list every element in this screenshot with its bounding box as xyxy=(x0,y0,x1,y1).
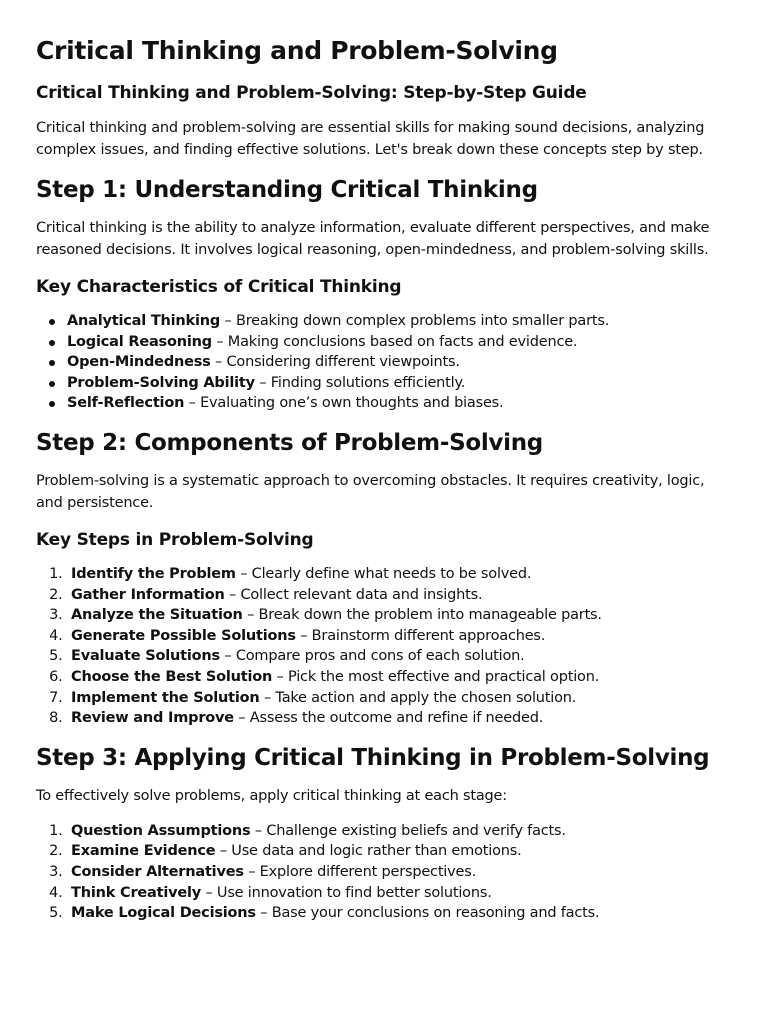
list-item xyxy=(67,352,732,373)
item-term: Evaluate Solutions xyxy=(71,648,220,665)
item-term: Logical Reasoning xyxy=(67,333,212,350)
list-item xyxy=(67,646,732,667)
step2-subheading: Key Steps in Problem-Solving xyxy=(36,529,314,550)
item-term: Question Assumptions xyxy=(71,822,251,839)
item-term: Analyze the Situation xyxy=(71,607,243,624)
item-term: Make Logical Decisions xyxy=(71,905,256,922)
item-desc: – Evaluating one’s own thoughts and biases. xyxy=(184,395,504,412)
item-desc: – Use data and logic rather than emotions. xyxy=(215,843,522,860)
list-item xyxy=(67,393,732,414)
item-desc: – Making conclusions based on facts and evidence. xyxy=(211,333,578,350)
item-term: Choose the Best Solution xyxy=(71,668,273,685)
item-desc: – Explore different perspectives. xyxy=(243,863,476,880)
item-desc: – Take action and apply the chosen solution. xyxy=(259,689,577,706)
item-term: Analytical Thinking xyxy=(67,313,221,329)
problem-solving-steps-list xyxy=(36,564,732,729)
page-title: Critical Thinking and Problem-Solving xyxy=(36,36,558,65)
item-desc: – Use innovation to find better solutions. xyxy=(201,884,492,901)
list-item xyxy=(67,708,732,729)
item-term: Open-Mindedness xyxy=(67,354,211,371)
list-item xyxy=(67,862,732,883)
step1-subheading: Key Characteristics of Critical Thinking xyxy=(36,277,402,297)
item-term: Generate Possible Solutions xyxy=(71,627,296,644)
item-desc: – Challenge existing beliefs and verify facts. xyxy=(250,822,566,839)
item-desc: – Clearly define what needs to be solved. xyxy=(235,565,532,582)
item-desc: – Finding solutions efficiently. xyxy=(254,374,466,391)
item-desc: – Assess the outcome and refine if needed. xyxy=(233,710,544,727)
list-item xyxy=(67,821,732,842)
item-desc: – Collect relevant data and insights. xyxy=(224,586,483,603)
item-desc: – Breaking down complex problems into smaller parts. xyxy=(220,313,610,329)
list-item xyxy=(67,605,732,626)
item-desc: – Break down the problem into manageable parts. xyxy=(242,607,602,624)
list-item xyxy=(67,667,732,688)
applying-list xyxy=(36,821,732,924)
item-desc: – Pick the most effective and practical option. xyxy=(272,668,600,685)
item-desc: – Considering different viewpoints. xyxy=(210,354,460,371)
list-item xyxy=(67,585,732,606)
list-item xyxy=(67,373,732,394)
list-item xyxy=(67,688,732,709)
item-term: Gather Information xyxy=(71,586,225,603)
step2-heading: Step 2: Components of Problem-Solving xyxy=(36,429,543,456)
list-item xyxy=(67,841,732,862)
item-term: Self-Reflection xyxy=(67,395,185,412)
list-item xyxy=(67,332,732,353)
list-item xyxy=(67,883,732,904)
item-desc: – Compare pros and cons of each solution. xyxy=(219,648,525,665)
item-term: Examine Evidence xyxy=(71,843,216,860)
page-subtitle: Critical Thinking and Problem-Solving: Step-by-Step Guide xyxy=(36,83,587,103)
item-desc: – Base your conclusions on reasoning and facts. xyxy=(255,905,600,922)
intro-paragraph: Critical thinking and problem-solving are essential skills for making sound decisions, analyzing complex issues, and finding effective solutions. Let's break down these concepts step by step. xyxy=(36,120,705,158)
item-desc: – Brainstorm different approaches. xyxy=(295,627,546,644)
step1-paragraph: Critical thinking is the ability to analyze information, evaluate different perspectives, and make reasoned decisions. It involves logical reasoning, open-mindedness, and problem-solving skills. xyxy=(36,220,710,258)
item-term: Review and Improve xyxy=(71,710,234,727)
item-term: Consider Alternatives xyxy=(71,863,244,880)
characteristics-list xyxy=(36,311,732,414)
step3-paragraph: To effectively solve problems, apply critical thinking at each stage: xyxy=(36,787,507,804)
item-term: Problem-Solving Ability xyxy=(67,374,255,391)
item-term: Identify the Problem xyxy=(71,565,236,582)
list-item xyxy=(67,626,732,647)
item-term: Think Creatively xyxy=(71,884,202,901)
step1-heading: Step 1: Understanding Critical Thinking xyxy=(36,177,538,203)
item-term: Implement the Solution xyxy=(71,689,260,706)
step3-heading: Step 3: Applying Critical Thinking in Problem-Solving xyxy=(36,744,710,771)
list-item xyxy=(67,311,732,332)
list-item xyxy=(67,564,732,585)
step2-paragraph: Problem-solving is a systematic approach to overcoming obstacles. It requires creativity, logic, and persistence. xyxy=(36,472,705,511)
list-item xyxy=(67,903,732,924)
